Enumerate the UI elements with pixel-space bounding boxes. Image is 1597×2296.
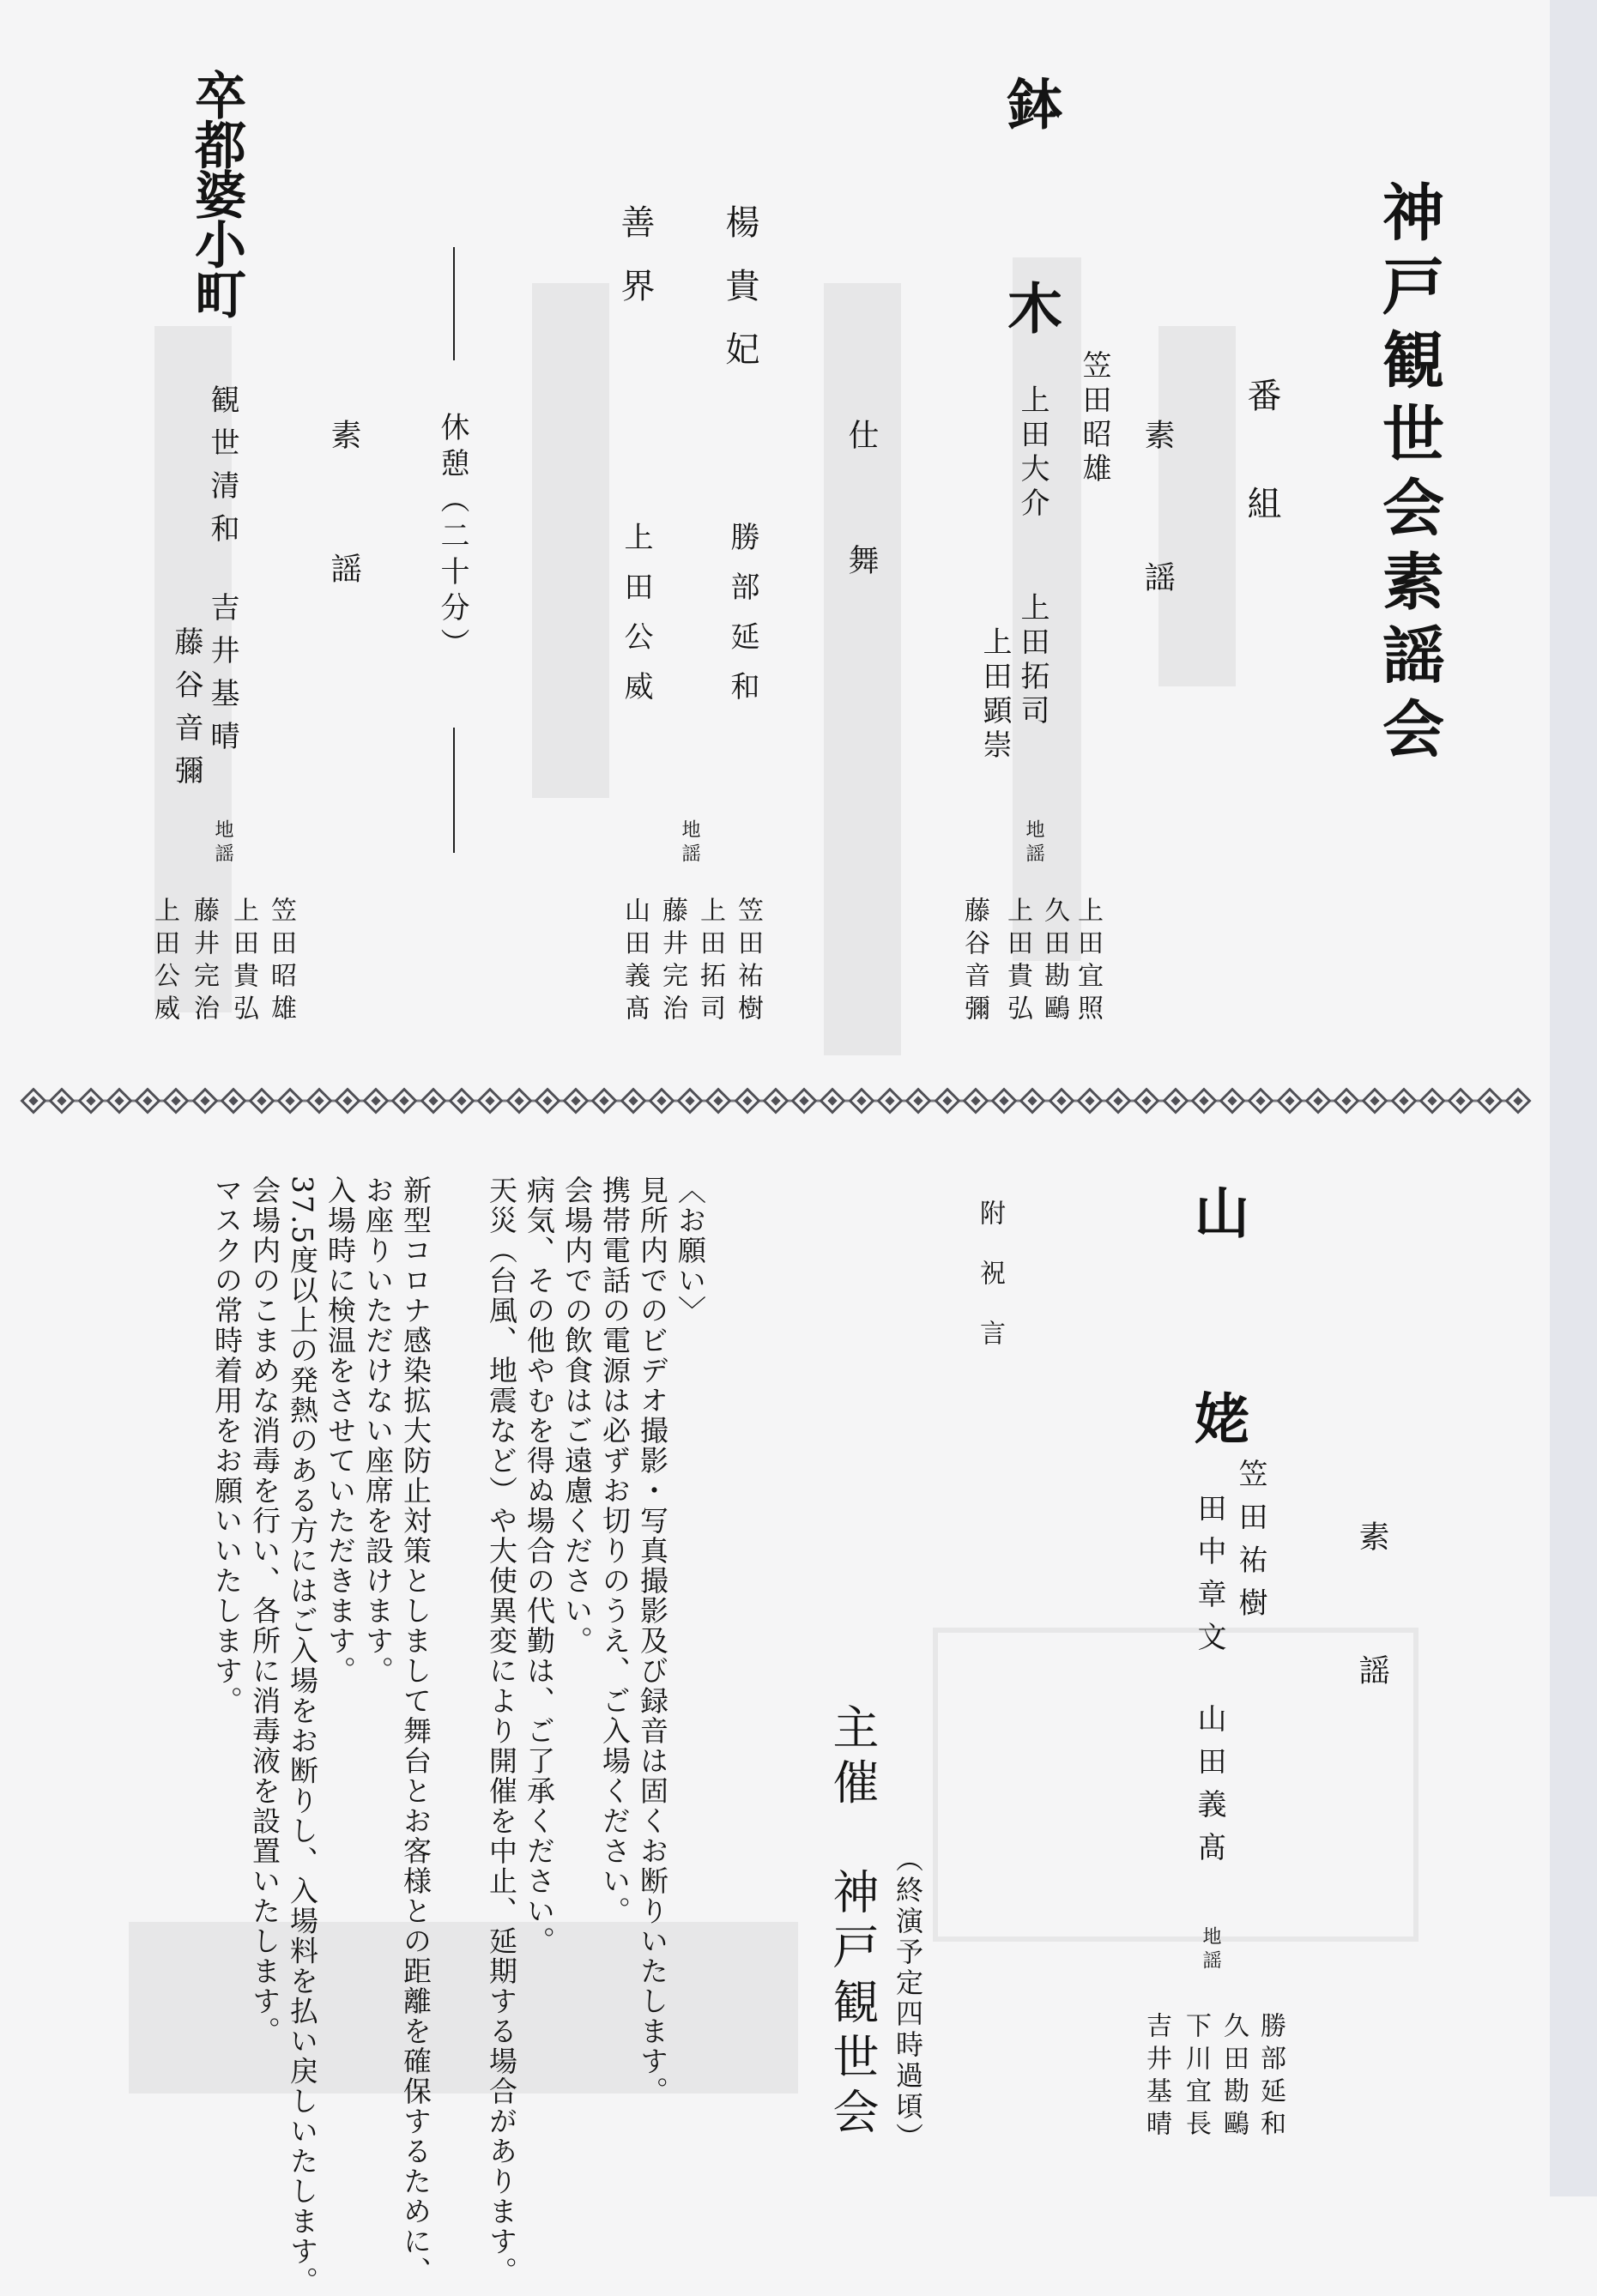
jiutai-label: 地謡: [212, 819, 233, 867]
notice-heading: 〈お願い〉: [674, 1175, 707, 1326]
divider-diamond: [1190, 1087, 1217, 1114]
chorus-name: 笠田祐樹: [733, 897, 763, 1027]
chorus-name: 上田宜照: [1073, 897, 1103, 1027]
divider-diamond: [363, 1087, 390, 1114]
notice-line: 入場時に検温をさせていただきます。: [324, 1175, 357, 1686]
divider-diamond: [49, 1087, 76, 1114]
divider-diamond: [1076, 1087, 1103, 1114]
divider-diamond: [1304, 1087, 1331, 1114]
cast-name: 田中章文: [1192, 1493, 1226, 1665]
notice-line: 会場内での飲食はご遠慮ください。: [560, 1175, 594, 1656]
cast-name: 藤谷音彌: [169, 626, 203, 798]
divider-diamond: [677, 1087, 704, 1114]
notice-line: 携帯電話の電源は必ずお切りのうえ、ご入場ください。: [598, 1175, 632, 1926]
intermission-rule: [453, 247, 455, 360]
piece-title: 善界: [615, 204, 655, 331]
end-time-note: （終演予定四時過頃）: [892, 1845, 924, 2154]
performer-name: 上田公威: [619, 522, 653, 721]
fushugen-label: 附祝言: [975, 1199, 1005, 1380]
section-label-suutai: 素謡: [1354, 1520, 1389, 1788]
divider-diamond: [305, 1087, 332, 1114]
divider-diamond: [135, 1087, 161, 1114]
notice-line: 37.5度以上の発熱のある方にはご入場をお断りし、入場料を払い戻しいたします。: [286, 1175, 319, 2296]
chorus-name: 藤井完治: [189, 897, 219, 1027]
divider-diamond: [905, 1087, 932, 1114]
chorus-name: 上田拓司: [695, 897, 725, 1027]
section-label-suutai: 素謡: [1140, 419, 1175, 704]
divider-diamond: [420, 1087, 446, 1114]
divider-diamond: [820, 1087, 846, 1114]
divider-diamond: [762, 1087, 789, 1114]
host-credit: 主催 神戸観世会: [826, 1703, 880, 2142]
divider-diamond: [1219, 1087, 1246, 1114]
divider-diamond: [277, 1087, 304, 1114]
cast-name: 上田拓司: [1015, 592, 1050, 729]
divider-diamond: [505, 1087, 532, 1114]
divider-diamond: [1476, 1087, 1503, 1114]
play-title-yamamba: 山: [1185, 1184, 1249, 1239]
notice-line: 病気、その他やむを得ぬ場合の代勤は、ご了承ください。: [523, 1175, 556, 1956]
cast-name: 上田大介: [1015, 384, 1050, 522]
notice-line: 会場内のこまめな消毒を行い、各所に消毒液を設置いたします。: [248, 1175, 281, 2046]
play-title-sotoba: 卒都婆小町: [186, 69, 246, 317]
divider-diamond: [1334, 1087, 1360, 1114]
cast-name: 笠田昭雄: [1077, 350, 1111, 487]
jiutai-label: 地謡: [679, 819, 700, 867]
intermission-rule: [453, 728, 455, 853]
cast-name: 観世清和: [205, 384, 239, 556]
chorus-name: 藤井完治: [657, 897, 687, 1027]
chorus-name: 上田貴弘: [228, 897, 258, 1027]
ornamental-divider: [24, 1086, 1527, 1115]
divider-diamond: [20, 1087, 46, 1114]
chorus-name: 藤谷音彌: [959, 897, 989, 1027]
performer-name: 勝部延和: [725, 522, 759, 721]
divider-diamond: [249, 1087, 275, 1114]
notice-line: 見所内でのビデオ撮影・写真撮影及び録音は固くお断りいたします。: [636, 1175, 669, 2106]
play-title-yamamba: 姥: [1185, 1390, 1249, 1445]
divider-diamond: [334, 1087, 360, 1114]
divider-diamond: [1390, 1087, 1417, 1114]
chorus-name: 勝部延和: [1255, 2012, 1285, 2142]
section-label-shimai: 仕舞: [844, 419, 879, 669]
jiutai-label: 地謡: [1200, 1926, 1221, 1974]
divider-diamond: [705, 1087, 732, 1114]
piece-title: 楊貴妃: [720, 204, 759, 395]
divider-diamond: [163, 1087, 190, 1114]
divider-diamond: [106, 1087, 132, 1114]
cast-name: 笠田祐樹: [1233, 1459, 1267, 1630]
divider-diamond: [1048, 1087, 1074, 1114]
divider-diamond: [1419, 1087, 1445, 1114]
intermission-label: 休憩（二十分）: [435, 412, 469, 664]
chorus-name: 下川宜長: [1181, 2012, 1211, 2142]
divider-diamond: [620, 1087, 646, 1114]
play-title-hachinoki: 木: [998, 280, 1062, 335]
page-edge: [1550, 0, 1597, 2196]
chorus-name: 山田義髙: [620, 897, 650, 1027]
divider-diamond: [876, 1087, 903, 1114]
chorus-name: 久田勘鷗: [1219, 2012, 1249, 2142]
divider-diamond: [791, 1087, 818, 1114]
notice-line: 新型コロナ感染拡大防止対策としまして舞台とお客様との距離を確保するために、: [399, 1175, 433, 2287]
divider-diamond: [962, 1087, 989, 1114]
divider-diamond: [1504, 1087, 1531, 1114]
cast-name: 吉井基晴: [205, 592, 239, 764]
jiutai-label: 地謡: [1023, 819, 1044, 867]
notice-line: 天災（台風、地震など）や大使異変により開催を中止、延期する場合があります。: [485, 1175, 518, 2287]
chorus-name: 笠田昭雄: [266, 897, 296, 1027]
divider-diamond: [534, 1087, 560, 1114]
page-title: 神戸観世会素謡会: [1372, 180, 1445, 770]
divider-diamond: [191, 1087, 218, 1114]
cast-name: 上田顕崇: [977, 626, 1012, 764]
chorus-name: 久田勘鷗: [1039, 897, 1069, 1027]
chorus-name: 上田公威: [149, 897, 179, 1027]
play-title-hachinoki: 鉢: [998, 76, 1062, 130]
divider-diamond: [934, 1087, 960, 1114]
divider-diamond: [477, 1087, 504, 1114]
divider-diamond: [391, 1087, 418, 1114]
divider-diamond: [562, 1087, 589, 1114]
divider-diamond: [1248, 1087, 1274, 1114]
divider-diamond: [848, 1087, 874, 1114]
divider-diamond: [1105, 1087, 1132, 1114]
divider-diamond: [1362, 1087, 1388, 1114]
chorus-name: 上田貴弘: [1002, 897, 1032, 1027]
divider-diamond: [1162, 1087, 1189, 1114]
notice-line: マスクの常時着用をお願いいたします。: [210, 1175, 244, 1716]
divider-diamond: [591, 1087, 618, 1114]
section-label-suutai: 素謡: [326, 419, 361, 686]
divider-diamond: [990, 1087, 1017, 1114]
divider-diamond: [77, 1087, 104, 1114]
divider-diamond: [448, 1087, 475, 1114]
divider-diamond: [1019, 1087, 1046, 1114]
divider-diamond: [1448, 1087, 1474, 1114]
divider-diamond: [1276, 1087, 1303, 1114]
divider-diamond: [734, 1087, 760, 1114]
bangumi-label: 番組: [1242, 378, 1281, 594]
cast-name: 山田義髙: [1192, 1703, 1226, 1875]
divider-diamond: [1134, 1087, 1160, 1114]
divider-diamond: [220, 1087, 246, 1114]
divider-diamond: [648, 1087, 674, 1114]
notice-line: お座りいただけない座席を設けます。: [361, 1175, 395, 1686]
chorus-name: 吉井基晴: [1141, 2012, 1171, 2142]
